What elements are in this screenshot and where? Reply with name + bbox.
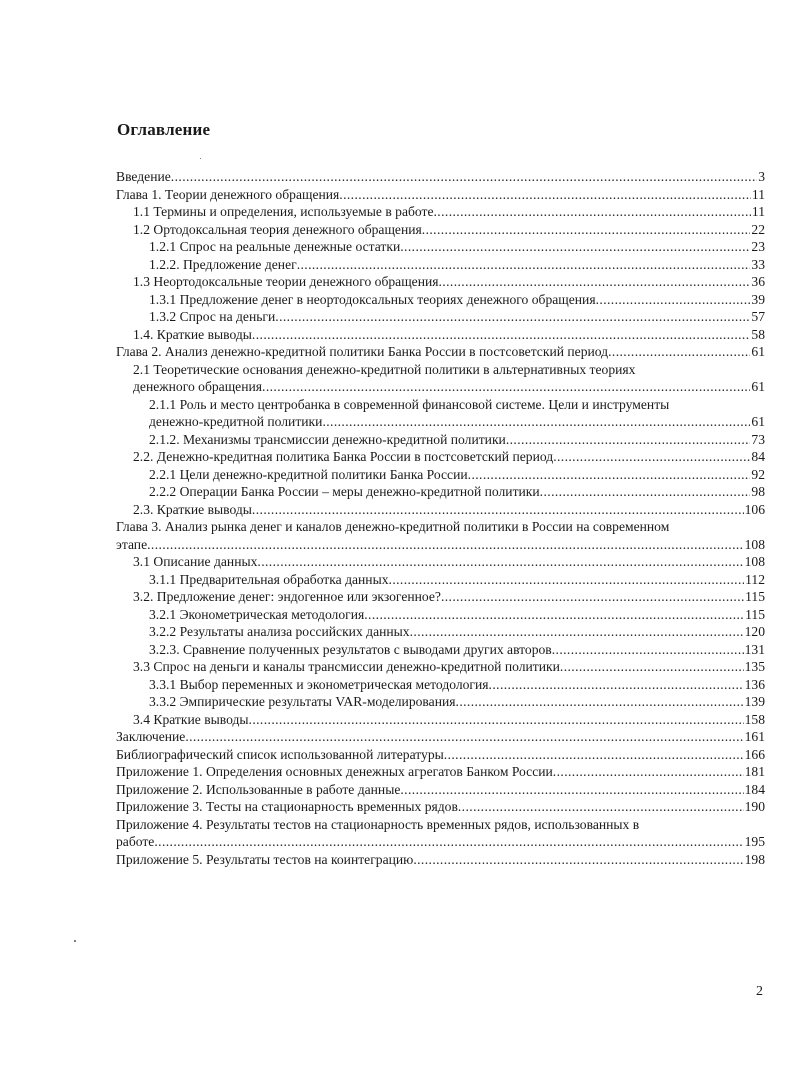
toc-entry xyxy=(116,203,765,221)
toc-entry xyxy=(116,746,765,764)
toc-entry-page: 11 xyxy=(751,204,765,219)
toc-entry xyxy=(116,343,765,361)
toc-entry xyxy=(116,413,765,431)
toc-entry-label: 3.3.2 Эмпирические результаты VAR-моделирования xyxy=(149,694,456,709)
toc-entry xyxy=(116,466,765,484)
toc-entry-page: 3 xyxy=(758,169,765,184)
toc-entry-page: 181 xyxy=(744,764,765,779)
toc-entry-label: 2.3. Краткие выводы xyxy=(133,501,252,517)
toc-entry-label: 1.2 Ортодоксальная теория денежного обращения xyxy=(133,221,422,237)
toc-entry-page: 98 xyxy=(751,484,765,499)
toc-entry-label: 2.1.2. Механизмы трансмиссии денежно-кредитной политики xyxy=(149,431,506,447)
toc-entry-label: 3.3.1 Выбор переменных и эконометрическая методология xyxy=(149,676,489,692)
toc-entry-page: 39 xyxy=(751,291,765,307)
toc-entry-page: 92 xyxy=(751,466,765,482)
toc-entry-label: 2.2.2 Операции Банка России – меры денежно-кредитной политики xyxy=(149,484,540,499)
toc-entry-page: 139 xyxy=(744,694,765,709)
toc-entry-page: 58 xyxy=(751,326,765,342)
toc-entry-page: 198 xyxy=(744,851,765,867)
toc-entry xyxy=(116,326,765,344)
toc-entry-label: денежного обращения xyxy=(133,379,263,394)
toc-entry-page: 184 xyxy=(744,781,765,797)
toc-entry-page: 131 xyxy=(744,641,765,657)
toc-entry-label: Введение xyxy=(116,169,171,184)
toc-entry-label: 1.2.1 Спрос на реальные денежные остатки xyxy=(149,239,401,254)
toc-entry-label: Заключение xyxy=(116,729,186,744)
toc-entry-page: 36 xyxy=(751,274,765,289)
toc-entry-page: 161 xyxy=(744,729,765,744)
toc-entry-page: 158 xyxy=(744,711,765,727)
toc-entry-label: Глава 2. Анализ денежно-кредитной политики Банка России в постсоветский период xyxy=(116,344,609,359)
toc-entry-page: 61 xyxy=(751,414,765,429)
toc-entry-label: Глава 1. Теории денежного обращения xyxy=(116,186,340,202)
toc-entry-first-line: Приложение 4. Результаты тестов на стационарность временных рядов, использованных в xyxy=(116,816,640,832)
toc-entry-label: Приложение 5. Результаты тестов на коинтеграцию xyxy=(116,851,414,867)
toc-entry-first-line: Глава 3. Анализ рынка денег и каналов денежно-кредитной политики в России на современном xyxy=(116,519,670,534)
toc-entry xyxy=(116,186,765,204)
toc-entry-page: 166 xyxy=(744,746,765,762)
toc-entry-page: 57 xyxy=(751,309,765,324)
scan-speck xyxy=(74,940,76,942)
toc-entry xyxy=(116,763,765,781)
toc-entry xyxy=(116,273,765,291)
toc-entry xyxy=(116,711,765,729)
toc-entry-label: 3.4 Краткие выводы xyxy=(133,711,249,727)
toc-entry-first-line: 2.1 Теоретические основания денежно-кредитной политики в альтернативных теориях xyxy=(133,361,636,377)
toc-entry xyxy=(116,238,765,256)
toc-entry xyxy=(116,431,765,449)
toc-entry-label: 3.2.3. Сравнение полученных результатов с выводами других авторов xyxy=(149,641,552,657)
toc-entry xyxy=(116,256,765,274)
toc-entry xyxy=(116,781,765,799)
toc-entry-page: 115 xyxy=(745,606,765,622)
toc-entry-page: 112 xyxy=(745,571,765,587)
toc-entry-label: 1.1 Термины и определения, используемые в работе xyxy=(133,204,434,219)
toc-entry xyxy=(116,483,765,501)
toc-entry-first-line: 2.1.1 Роль и место центробанка в современной финансовой системе. Цели и инструменты xyxy=(149,396,670,412)
toc-entry xyxy=(116,641,765,659)
toc-entry-label: работе xyxy=(116,834,155,849)
toc-entry xyxy=(116,448,765,466)
toc-entry-page: 23 xyxy=(751,239,765,254)
toc-entry-page: 108 xyxy=(744,554,765,569)
toc-entry xyxy=(116,291,765,309)
toc-entry xyxy=(116,168,765,186)
toc-entry xyxy=(116,728,765,746)
toc-entry xyxy=(116,606,765,624)
toc-entry xyxy=(116,588,765,606)
toc-entry xyxy=(116,378,765,396)
page-number: 2 xyxy=(756,984,763,999)
toc-entry-page: 108 xyxy=(744,536,765,552)
table-of-contents xyxy=(116,168,765,868)
toc-entry-label: денежно-кредитной политики xyxy=(149,414,323,429)
toc-entry-label: 1.3 Неортодоксальные теории денежного обращения xyxy=(133,274,439,289)
toc-entry xyxy=(116,658,765,676)
toc-entry-label: Приложение 3. Тесты на стационарность временных рядов xyxy=(116,799,458,814)
toc-title: Оглавление xyxy=(117,120,211,139)
toc-entry-page: 61 xyxy=(751,379,765,394)
toc-entry xyxy=(116,798,765,816)
toc-entry-label: Приложение 2. Использованные в работе данные xyxy=(116,781,401,797)
toc-entry-label: 3.2.1 Эконометрическая методология xyxy=(149,606,365,622)
toc-entry-label: 1.3.2 Спрос на деньги xyxy=(149,309,276,324)
toc-entry-label: 1.3.1 Предложение денег в неортодоксальных теориях денежного обращения xyxy=(149,291,596,307)
toc-entry-label: 2.2. Денежно-кредитная политика Банка России в постсоветский период xyxy=(133,449,554,464)
toc-entry-label: 1.4. Краткие выводы xyxy=(133,326,252,342)
toc-entry xyxy=(116,833,765,851)
toc-entry-page: 190 xyxy=(744,799,765,814)
toc-entry-label: Приложение 1. Определения основных денежных агрегатов Банком России xyxy=(116,764,553,779)
toc-entry-page: 106 xyxy=(744,501,765,517)
toc-entry-page: 120 xyxy=(744,624,765,639)
toc-entry-page: 61 xyxy=(751,344,765,359)
toc-entry-page: 84 xyxy=(751,449,765,464)
toc-entry xyxy=(116,553,765,571)
toc-entry-page: 33 xyxy=(751,256,765,272)
toc-entry-label: 3.1 Описание данных xyxy=(133,554,258,569)
toc-entry-label: 3.3 Спрос на деньги и каналы трансмиссии денежно-кредитной политики xyxy=(133,659,560,674)
toc-entry-page: 115 xyxy=(745,589,765,604)
toc-entry-page: 195 xyxy=(744,834,765,849)
toc-entry-label: 3.1.1 Предварительная обработка данных xyxy=(149,571,389,587)
toc-entry-page: 73 xyxy=(751,431,765,447)
toc-entry-label: 1.2.2. Предложение денег xyxy=(149,256,297,272)
toc-entry-label: 3.2.2 Результаты анализа российских данных xyxy=(149,624,410,639)
toc-entry-label: 2.2.1 Цели денежно-кредитной политики Банка России xyxy=(149,466,468,482)
toc-entry-page: 22 xyxy=(751,221,765,237)
toc-entry-label: 3.2. Предложение денег: эндогенное или экзогенное? xyxy=(133,589,441,604)
toc-entry-page: 11 xyxy=(751,186,765,202)
toc-entry xyxy=(116,676,765,694)
toc-entry xyxy=(116,571,765,589)
toc-entry xyxy=(116,623,765,641)
toc-entry xyxy=(116,308,765,326)
toc-entry xyxy=(116,536,765,554)
scan-speck xyxy=(200,158,201,159)
toc-entry xyxy=(116,851,765,869)
toc-entry-page: 136 xyxy=(744,676,765,692)
toc-entry-label: Библиографический список использованной литературы xyxy=(116,746,444,762)
toc-entry-page: 135 xyxy=(744,659,765,674)
toc-entry-label: этапе xyxy=(116,536,148,552)
toc-entry xyxy=(116,221,765,239)
toc-entry xyxy=(116,693,765,711)
toc-entry xyxy=(116,501,765,519)
